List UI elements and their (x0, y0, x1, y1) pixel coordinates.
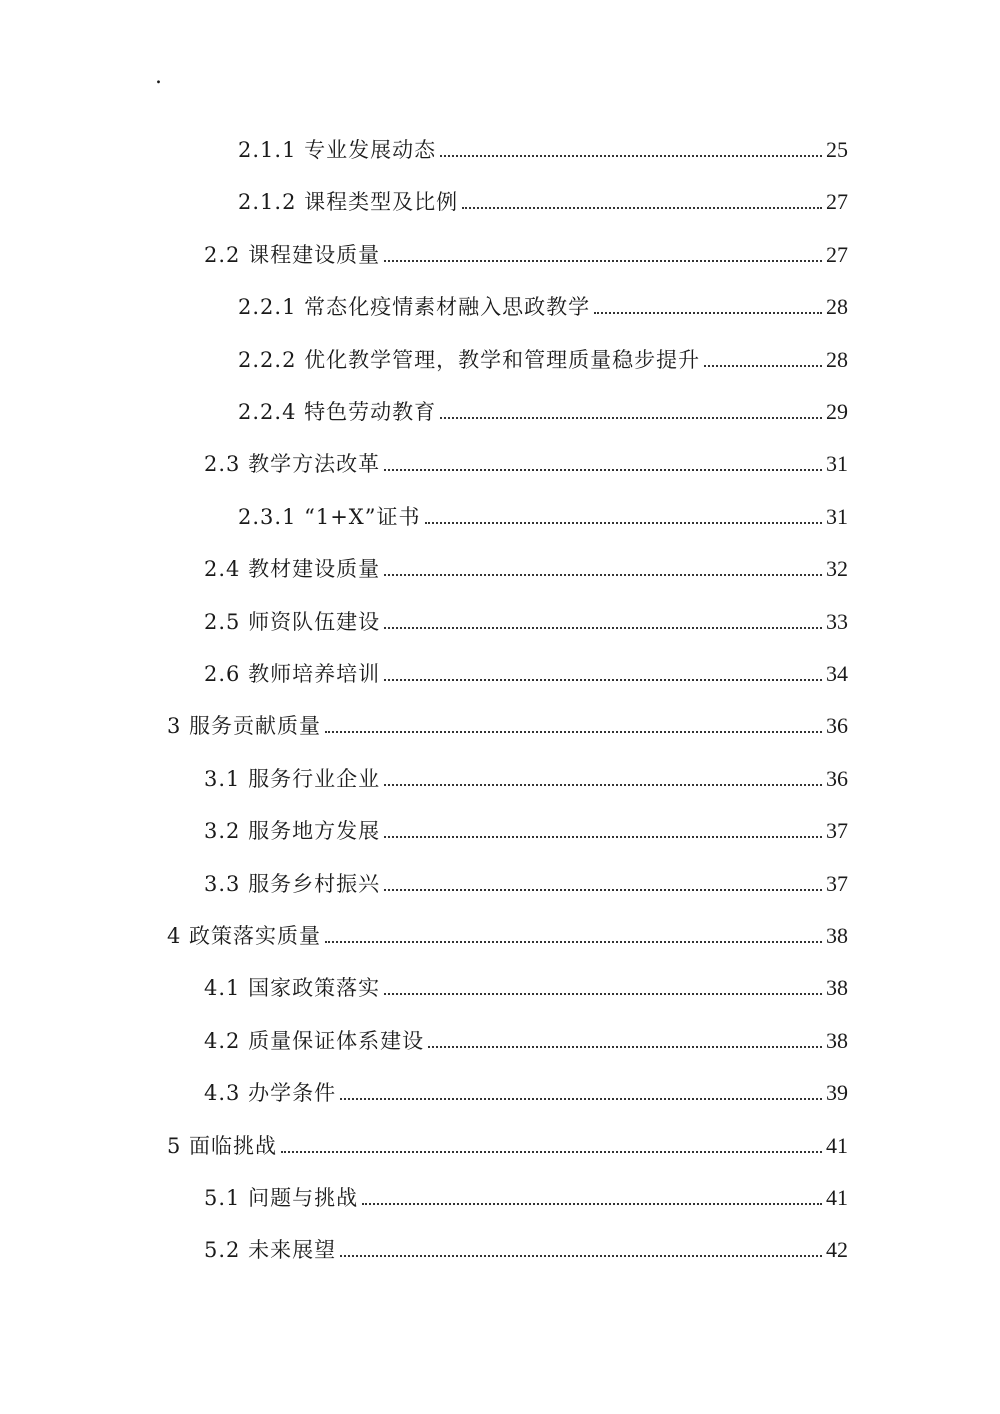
toc-dot-leader (362, 1203, 822, 1205)
toc-entry-page-number: 27 (826, 241, 848, 267)
toc-entry-page-number: 38 (826, 923, 848, 948)
toc-entry-page-number: 34 (826, 661, 848, 686)
toc-entry-page-number: 28 (826, 346, 848, 372)
toc-dot-leader (384, 260, 822, 262)
toc-entry[interactable] (238, 392, 848, 426)
toc-entry-page-number: 42 (826, 1237, 848, 1263)
toc-entry-page-number: 28 (826, 294, 848, 320)
toc-entry[interactable] (204, 654, 848, 688)
toc-entry-label: 2.4 教材建设质量 (204, 557, 381, 582)
toc-entry-label: 2.6 教师培养培训 (204, 662, 381, 686)
toc-dot-leader (384, 784, 822, 786)
toc-dot-leader (384, 574, 822, 576)
toc-dot-leader (462, 207, 822, 209)
toc-entry-label: 3.3 服务乡村振兴 (204, 871, 381, 896)
toc-dot-leader (384, 889, 822, 891)
toc-entry-page-number: 37 (826, 870, 848, 896)
toc-dot-leader (594, 312, 822, 314)
toc-entry-label: 2.1.1 专业发展动态 (238, 138, 437, 162)
toc-entry[interactable] (204, 968, 848, 1002)
toc-entry-label: 2.2 课程建设质量 (204, 242, 381, 267)
toc-entry-page-number: 31 (826, 503, 848, 529)
toc-entry[interactable] (204, 864, 848, 898)
toc-entry[interactable] (204, 602, 848, 636)
toc-entry[interactable] (204, 549, 848, 583)
toc-dot-leader (325, 731, 822, 733)
toc-entry[interactable] (204, 1021, 848, 1055)
toc-entry[interactable] (238, 130, 848, 164)
toc-entry-label: 5.1 问题与挑战 (204, 1186, 359, 1210)
toc-entry-page-number: 39 (826, 1080, 848, 1106)
toc-dot-leader (440, 155, 822, 157)
toc-entry-page-number: 41 (826, 1185, 848, 1210)
toc-entry-label: 2.5 师资队伍建设 (204, 609, 381, 634)
toc-entry-label: 3 服务贡献质量 (167, 714, 322, 739)
toc-dot-leader (281, 1151, 822, 1153)
toc-entry-label: 2.1.2 课程类型及比例 (238, 190, 459, 215)
toc-entry-label: 5 面临挑战 (167, 1133, 278, 1158)
toc-entry-label: 4.3 办学条件 (204, 1081, 337, 1106)
toc-entry-page-number: 38 (826, 1027, 848, 1053)
toc-entry[interactable] (238, 497, 848, 531)
toc-dot-leader (340, 1255, 822, 1257)
toc-entry-label: 2.3.1 “1+X”证书 (238, 504, 421, 529)
toc-entry[interactable] (167, 1126, 848, 1160)
toc-entry-page-number: 37 (826, 818, 848, 844)
toc-entry[interactable] (238, 340, 848, 374)
toc-entry-page-number: 29 (826, 399, 848, 424)
toc-entry-label: 3.1 服务行业企业 (204, 766, 381, 791)
toc-dot-leader (340, 1098, 822, 1100)
toc-dot-leader (384, 469, 822, 471)
toc-entry-page-number: 33 (826, 608, 848, 634)
toc-entry-label: 2.2.2 优化教学管理，教学和管理质量稳步提升 (238, 347, 701, 372)
toc-dot-leader (384, 993, 822, 995)
toc-dot-leader (428, 1046, 822, 1048)
toc-dot-leader (325, 941, 822, 943)
toc-entry-page-number: 27 (826, 189, 848, 215)
toc-entry-page-number: 32 (826, 556, 848, 582)
toc-entry[interactable] (204, 444, 848, 478)
toc-dot-leader (384, 836, 822, 838)
toc-entry-page-number: 38 (826, 975, 848, 1001)
toc-entry-label: 3.2 服务地方发展 (204, 819, 381, 844)
toc-dot-leader (425, 522, 823, 524)
stray-mark: . (155, 64, 162, 89)
toc-entry-page-number: 25 (826, 137, 848, 162)
toc-dot-leader (384, 627, 822, 629)
toc-dot-leader (440, 417, 822, 419)
toc-entry-label: 4.1 国家政策落实 (204, 976, 381, 1001)
toc-entry[interactable] (204, 235, 848, 269)
toc-entry[interactable] (204, 1178, 848, 1212)
toc-entry[interactable] (204, 1230, 848, 1264)
toc-entry-label: 4.2 质量保证体系建设 (204, 1028, 425, 1053)
toc-entry-label: 5.2 未来展望 (204, 1238, 337, 1263)
toc-entry-page-number: 41 (826, 1132, 848, 1158)
toc-dot-leader (704, 365, 822, 367)
toc-entry-label: 2.3 教学方法改革 (204, 452, 381, 477)
toc-entry-label: 2.2.1 常态化疫情素材融入思政教学 (238, 295, 591, 320)
toc-entry[interactable] (167, 706, 848, 740)
toc-entry-page-number: 36 (826, 765, 848, 791)
toc-entry[interactable] (238, 287, 848, 321)
toc-entry-page-number: 31 (826, 451, 848, 477)
toc-entry[interactable] (204, 811, 848, 845)
toc-dot-leader (384, 679, 822, 681)
toc-entry[interactable] (204, 1073, 848, 1107)
toc-entry-label: 2.2.4 特色劳动教育 (238, 400, 437, 424)
toc-entry[interactable] (167, 916, 848, 950)
toc-entry[interactable] (204, 759, 848, 793)
toc-entry-page-number: 36 (826, 713, 848, 739)
toc-entry-label: 4 政策落实质量 (167, 924, 322, 948)
toc-entry[interactable] (238, 182, 848, 216)
